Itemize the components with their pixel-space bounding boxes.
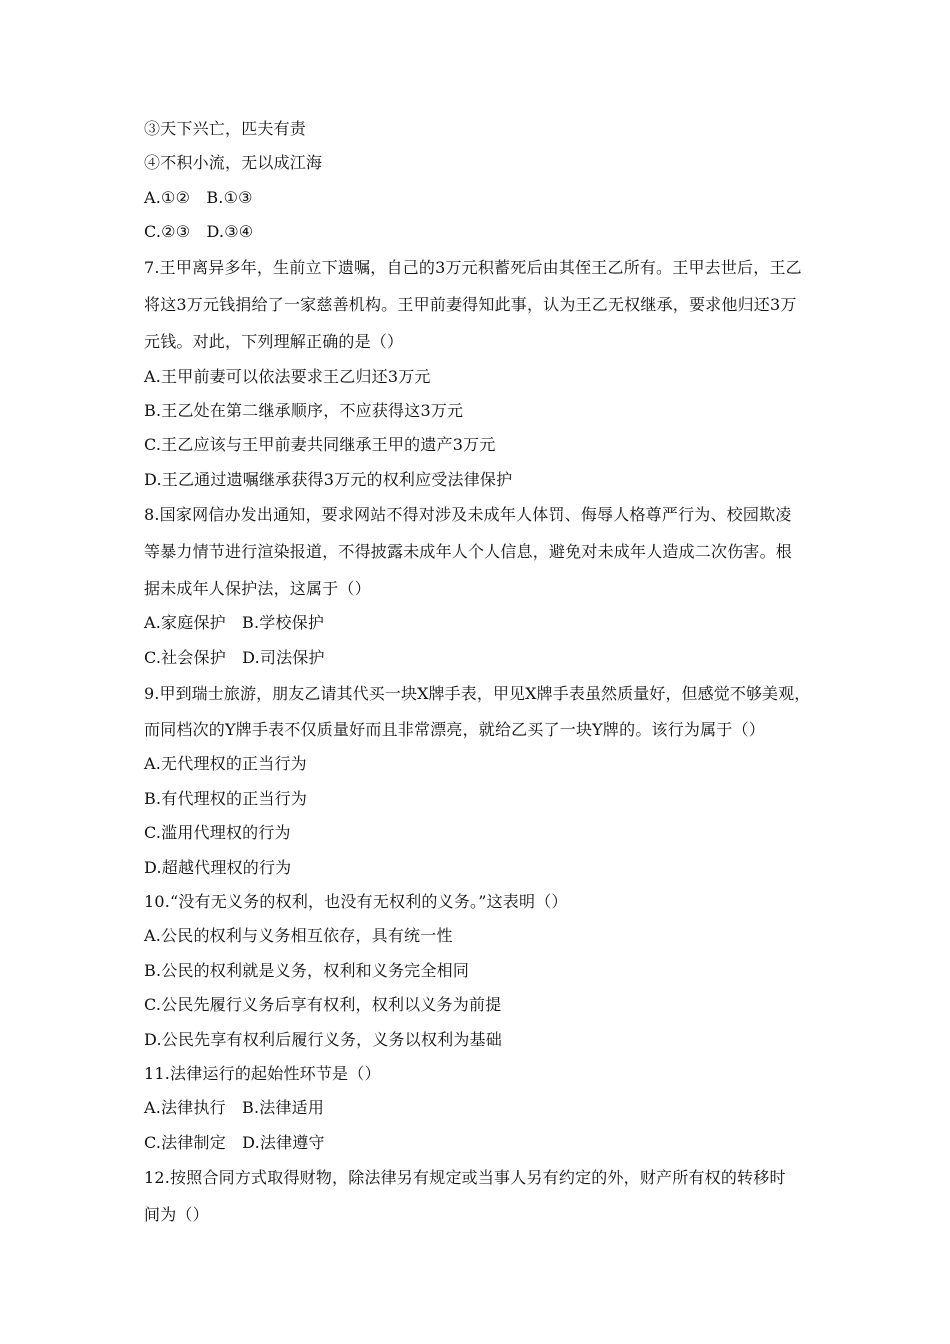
answer-choice: D.王乙通过遗嘱继承获得3万元的权利应受法律保护 xyxy=(144,470,513,489)
question-12-text: 12.按照合同方式取得财物，除法律另有规定或当事人另有约定的外，财产所有权的转移时 xyxy=(144,1168,786,1187)
question-8-text: 据未成年人保护法，这属于（） xyxy=(144,579,371,598)
answer-choices: C.社会保护 D.司法保护 xyxy=(144,648,325,667)
answer-choices: A.家庭保护 B.学校保护 xyxy=(144,613,325,632)
answer-choice: B.王乙处在第二继承顺序，不应获得这3万元 xyxy=(144,401,464,420)
answer-choice: C.公民先履行义务后享有权利，权利以义务为前提 xyxy=(144,995,502,1014)
answer-choice: C.滥用代理权的行为 xyxy=(144,823,291,842)
question-7-text: 将这3万元钱捐给了一家慈善机构。王甲前妻得知此事，认为王乙无权继承，要求他归还3万 xyxy=(144,295,797,314)
question-9-text: 9.甲到瑞士旅游，朋友乙请其代买一块X牌手表，甲见X牌手表虽然质量好，但感觉不够美观， xyxy=(144,684,811,703)
answer-choice: D.公民先享有权利后履行义务，义务以权利为基础 xyxy=(144,1030,502,1049)
option-line: ④不积小流，无以成江海 xyxy=(144,153,323,172)
answer-choice: B.有代理权的正当行为 xyxy=(144,789,308,808)
question-10-text: 10.“没有无义务的权利，也没有无权利的义务。”这表明（） xyxy=(144,892,568,911)
answer-choices: C.②③ D.③④ xyxy=(144,222,254,241)
answer-choice: B.公民的权利就是义务，权利和义务完全相同 xyxy=(144,961,470,980)
question-7-text: 7.王甲离异多年，生前立下遗嘱，自己的3万元积蓄死后由其侄王乙所有。王甲去世后，王乙 xyxy=(144,258,802,277)
answer-choice: D.超越代理权的行为 xyxy=(144,858,292,877)
answer-choice: A.无代理权的正当行为 xyxy=(144,754,307,773)
option-line: ③天下兴亡，匹夫有责 xyxy=(144,119,307,138)
question-11-text: 11.法律运行的起始性环节是（） xyxy=(144,1064,381,1083)
answer-choice: C.王乙应该与王甲前妻共同继承王甲的遗产3万元 xyxy=(144,435,496,454)
answer-choice: A.王甲前妻可以依法要求王乙归还3万元 xyxy=(144,367,431,386)
question-8-text: 等暴力情节进行渲染报道，不得披露未成年人个人信息，避免对未成年人造成二次伤害。根 xyxy=(144,542,793,561)
answer-choices: A.①② B.①③ xyxy=(144,188,253,207)
answer-choices: C.法律制定 D.法律遵守 xyxy=(144,1133,325,1152)
question-7-text: 元钱。对此，下列理解正确的是（） xyxy=(144,332,404,351)
answer-choices: A.法律执行 B.法律适用 xyxy=(144,1098,325,1117)
question-12-text: 间为（） xyxy=(144,1205,209,1224)
question-8-text: 8.国家网信办发出通知，要求网站不得对涉及未成年人体罚、侮辱人格尊严行为、校园欺凌 xyxy=(144,505,792,524)
question-9-text: 而同档次的Y牌手表不仅质量好而且非常漂亮，就给乙买了一块Y牌的。该行为属于（） xyxy=(144,720,765,739)
answer-choice: A.公民的权利与义务相互依存，具有统一性 xyxy=(144,926,453,945)
